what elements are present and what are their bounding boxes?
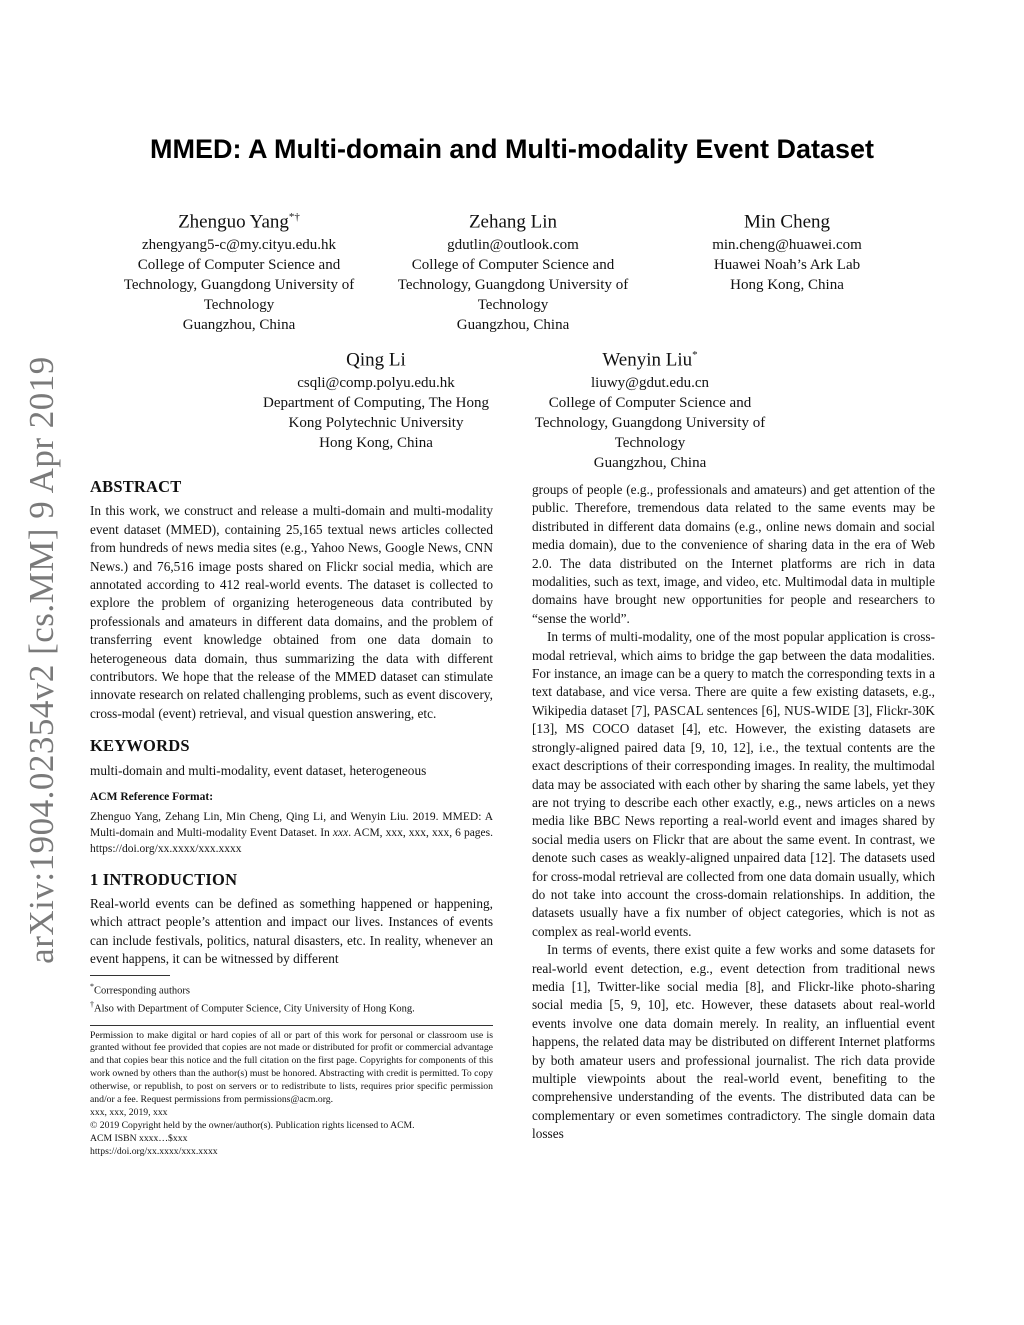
footnote: *Corresponding authors	[90, 981, 190, 997]
author-affiliation: Technology	[614, 435, 686, 452]
introduction-text-left: Real-world events can be defined as something happened or happening, which attract people’s attention and impact our lives. Instances of events can include festivals, politics, natural disasters, etc. In reality, whenever an event happens, it can be witnessed by different	[90, 895, 493, 967]
author-affiliation: Department of Computing, The Hong	[263, 395, 489, 412]
author-affiliation: Guangzhou, China	[593, 455, 707, 472]
author-affiliation: Technology	[203, 297, 275, 314]
doi-link[interactable]: https://doi.org/xx.xxxx/xxx.xxxx	[90, 1145, 218, 1157]
author-affiliation: Technology, Guangdong University of	[397, 277, 629, 294]
author-name: Wenyin Liu*	[602, 349, 698, 371]
abstract-heading: ABSTRACT	[90, 477, 182, 496]
keywords-text: multi-domain and multi-modality, event dataset, heterogeneous	[90, 762, 427, 778]
author-email[interactable]: zhengyang5-c@my.cityu.edu.hk	[141, 237, 337, 254]
permission-notice: Permission to make digital or hard copies of all or part of this work for personal or classroom use is granted without fee provided that copies are not made or distributed for profit or commercial advantage and that copies bear this notice and the full citation on the first page. Copyrights for components of this work owned by others than the author(s) must be honored. Abstracting with credit is permitted. To copy otherwise, or republish, to post on servers or to redistribute to lists, requires prior specific permission and/or a fee. Request permissions from permissions@acm.org.	[90, 1029, 493, 1106]
abstract-text: In this work, we construct and release a multi-domain and multi-modality event dataset (MMED), containing 25,165 textual news articles collected from hundreds of news media sites (e.g., Yahoo News, Google News, CNN News.) and 76,516 image posts shared on Flickr social media, which are annotated according to 412 real-world events. The dataset is collected to explore the problem of organizing heterogeneous data contributed by professionals and amateurs in different data domains, and the problem of transferring event knowledge obtained from one data domain to heterogeneous data domain, thus summarizing the data with different contributors. We hope that the release of the MMED dataset can stimulate innovate research on related challenging problems, such as event discovery, cross-modal (event) retrieval, and visual question answering, etc.	[90, 503, 493, 721]
keywords-heading: KEYWORDS	[90, 736, 190, 756]
author-email[interactable]: csqli@comp.polyu.edu.hk	[297, 375, 455, 392]
author-affiliation: Kong Polytechnic University	[288, 415, 464, 432]
author-name: Qing Li	[346, 349, 406, 371]
author-email[interactable]: liuwy@gdut.edu.cn	[591, 375, 709, 392]
right-column	[532, 481, 935, 1144]
author-affiliation: Technology, Guangdong University of	[534, 415, 766, 432]
intro-paragraph: In terms of events, there exist quite a few works and some datasets for real-world event detection, e.g., event detection from traditional news media [1], Twitter-like social media [8], and Flickr-like photo-sharing social media [5, 9, 10], etc. However, these datasets about real-world events involve one data domain merely. In reality, an influential event happens, the related data may be distributed on different Internet platforms by both amateur users and professional journalist. The rich data provide multiple viewpoints about the real-world event, benefiting to the comprehensive understanding of the events. The distributed data can be complementary or even sometimes contradictory. The single domain data losses	[532, 942, 935, 1142]
author-affiliation: Technology	[477, 297, 549, 314]
author-affiliation: Guangzhou, China	[182, 317, 296, 334]
arxiv-stamp-text: arXiv:1904.02354v2 [cs.MM] 9 Apr 2019	[22, 356, 61, 964]
author-affiliation: College of Computer Science and	[411, 257, 615, 274]
permission-divider	[90, 1025, 493, 1026]
author-block	[374, 205, 652, 335]
author-affiliation: College of Computer Science and	[548, 395, 752, 412]
author-affiliation: Guangzhou, China	[456, 317, 570, 334]
author-block	[237, 343, 515, 453]
copyright-notice: © 2019 Copyright held by the owner/author(s). Publication rights licensed to ACM.	[90, 1119, 415, 1131]
author-affiliation: Technology, Guangdong University of	[123, 277, 355, 294]
intro-paragraph: groups of people (e.g., professionals and amateurs) and get attention of the public. Therefore, tremendous data related to the same events may be distributed in different data domains (e.g., online news domain and social media domain), due to the convenience of sharing data in the era of Web 2.0. The data distributed on the Internet platforms are rich in data modalities, such as text, image, and video, etc. Multimodal data in multiple domains have brought new opportunities for people and researchers to “sense the world”.	[532, 482, 935, 626]
author-block	[511, 343, 789, 473]
author-email[interactable]: min.cheng@huawei.com	[712, 237, 862, 254]
left-column	[90, 478, 493, 1159]
paper-title: MMED: A Multi-domain and Multi-modality Event Dataset	[149, 134, 875, 164]
conference-info: xxx, xxx, 2019, xxx	[90, 1106, 168, 1118]
author-affiliation: College of Computer Science and	[137, 257, 341, 274]
footnote: †Also with Department of Computer Science, City University of Hong Kong.	[90, 1000, 415, 1015]
isbn: ACM ISBN xxxx…$xxx	[90, 1132, 188, 1144]
author-block	[100, 205, 378, 335]
author-name: Zehang Lin	[468, 211, 558, 233]
acm-reference-heading: ACM Reference Format:	[90, 791, 214, 804]
author-name: Min Cheng	[743, 211, 831, 233]
author-email[interactable]: gdutlin@outlook.com	[447, 237, 579, 254]
footnote-divider	[90, 975, 170, 976]
intro-paragraph: In terms of multi-modality, one of the most popular application is cross-modal retrieval, which aims to bridge the gap between the data modalities. For instance, an image can be a query to match the corresponding texts in a text database, and vice versa. There are quite a few existing datasets, e.g., Wikipedia dataset [7], PASCAL sentences [6], NUS-WIDE [3], Flickr-30K [13], MS COCO dataset [4], etc. However, the existing datasets are strongly-aligned paired data [9, 10, 12], i.e., the textual contents are the exact descriptions of their corresponding images. In reality, the multimodal data may be associated with each other by sharing the same labels, yet they are not trying to describe each other exactly, e.g., news articles on a news media like BBC News reporting a real-world event and images shared by social media users on Flickr that are about the same event. In contrast, we denote such cases as weakly-aligned unpaired data [12]. The datasets used for cross-modal retrieval are collected from one data domain usually, which do not take into account the cross-domain relationships. In addition, the datasets usually have a fix number of object categories, which is not as complex as real-world events.	[532, 629, 935, 939]
author-block	[648, 205, 926, 295]
author-affiliation: Hong Kong, China	[319, 435, 433, 452]
acm-reference-text: Zhenguo Yang, Zehang Lin, Min Cheng, Qing Li, and Wenyin Liu. 2019. MMED: A Multi-domain and Multi-modality Event Dataset. In xxx. ACM, xxx, xxx, xxx, 6 pages. https://doi.org/xx.xxxx/xxx.xxxx	[90, 810, 494, 855]
author-affiliation: Hong Kong, China	[730, 277, 844, 294]
author-affiliation: Huawei Noah’s Ark Lab	[713, 257, 861, 274]
introduction-heading: 1 INTRODUCTION	[90, 869, 238, 889]
author-name: Zhenguo Yang*†	[178, 211, 300, 233]
